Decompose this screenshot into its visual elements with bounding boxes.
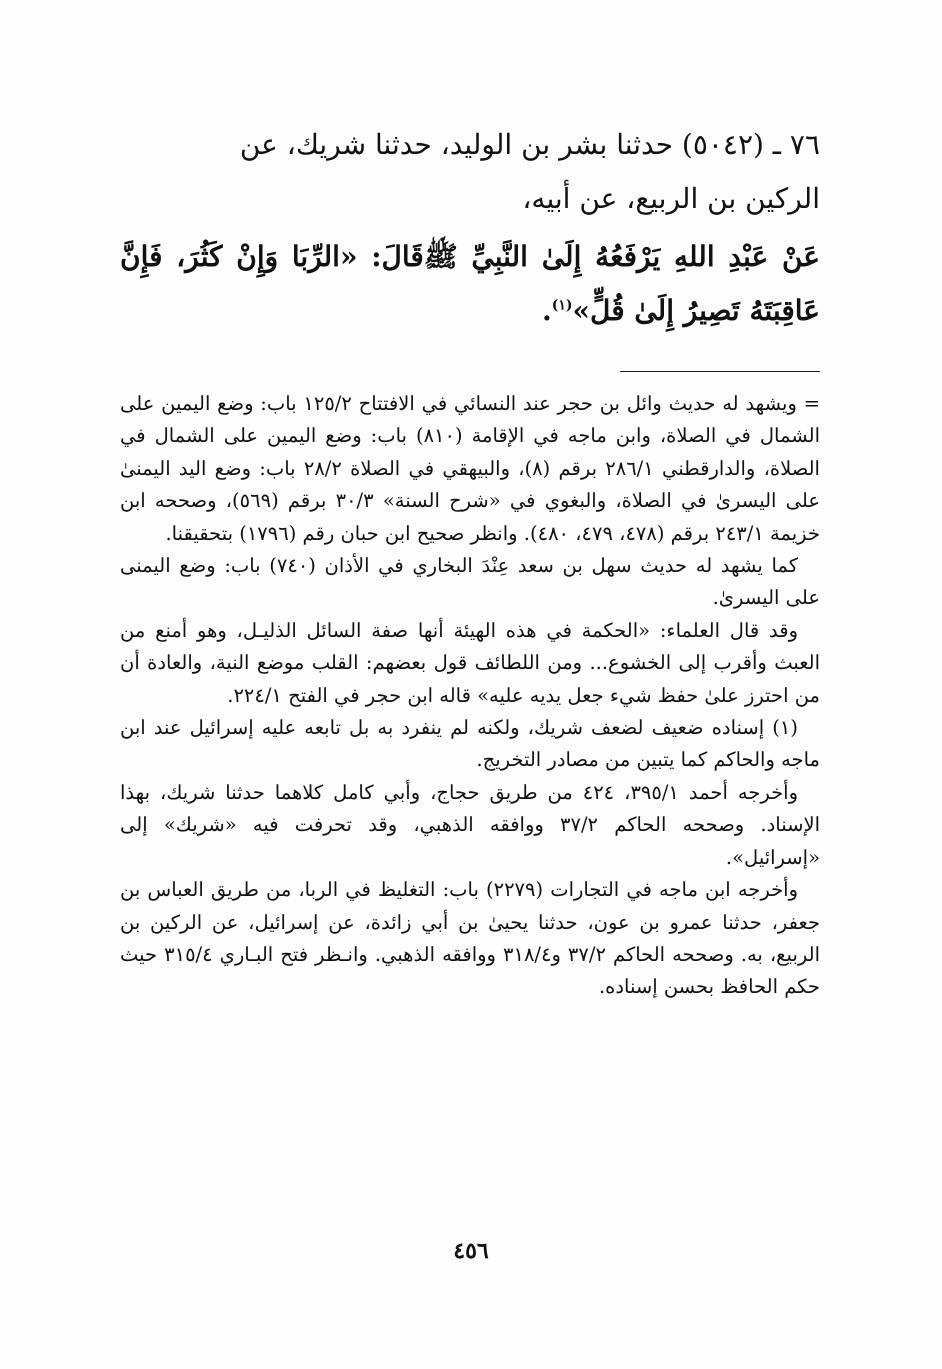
- footnote-paragraph-2: كما يشهد له حديث سهل بن سعد عِنْدَ البخاري في الأذان (٧٤٠) باب: وضع اليمنى على اليسرىٰ.: [120, 554, 820, 610]
- isnad-line-1: ٧٦ ـ (٥٠٤٢) حدثنا بشر بن الوليد، حدثنا شريك، عن: [239, 128, 820, 161]
- footnote-divider: [620, 371, 820, 372]
- footnote-ref-1[interactable]: (١): [551, 297, 573, 314]
- hadith-block: [120, 118, 820, 338]
- footnote-1-paragraph-1: (١) إسناده ضعيف لضعف شريك، ولكنه لم ينفرد به بل تابعه عليه إسرائيل عند ابن ماجه والحاكم كما يتبين من مصادر التخريج.: [120, 716, 820, 772]
- footnotes-block: [120, 388, 820, 1004]
- page-number: ٤٥٦: [453, 1238, 489, 1264]
- matn-end: .: [541, 294, 552, 327]
- hadith-matn: [120, 230, 820, 338]
- footnote-continued: = ويشهد له حديث وائل بن حجر عند النسائي في الافتتاح ١٢٥/٢ باب: وضع اليمين على الشمال في الصلاة، وابن ماجه في الإقامة (٨١٠) باب: وضع اليمين على الشمال في الصلاة، والدارقطني ٢٨٦/١ برقم (٨)، والبيهقي في الصلاة ٢٨/٢ باب: وضع اليد اليمنىٰ على اليسرىٰ في الصلاة، والبغوي في «شرح السنة» ٣٠/٣ برقم (٥٦٩)، وصححه ابن خزيمة ٢٤٣/١ برقم (٤٧٨، ٤٧٩، ٤٨٠). وانظر صحيح ابن حبان رقم (١٧٩٦) بتحقيقنا.: [120, 392, 820, 545]
- isnad-line-2: الركين بن الربيع، عن أبيه،: [522, 182, 820, 215]
- footnote-paragraph-3: وقد قال العلماء: «الحكمة في هذه الهيئة أنها صفة السائل الذليـل، وهو أمنع من العبث وأقرب إلى الخشوع... ومن اللطائف قول بعضهم: القلب موضع النية، والعادة أن من احترز علىٰ حفظ شيء جعل يديه عليه» قاله ابن حجر في الفتح ٢٢٤/١.: [120, 618, 820, 707]
- footnote-1-paragraph-3: وأخرجه ابن ماجه في التجارات (٢٢٧٩) باب: التغليظ في الربا، من طريق العباس بن جعفر، حدثنا عمرو بن عون، حدثنا يحيىٰ بن أبي زائدة، عن إسرائيل، عن الركين بن الربيع، به. وصححه الحاكم ٣٧/٢ و٣١٨/٤ ووافقه الذهبي. وانـظر فتح البـاري ٣١٥/٤ حيث حكم الحافظ بحسن إسناده.: [120, 878, 820, 999]
- footnote-1-paragraph-2: وأخرجه أحمد ٣٩٥/١، ٤٢٤ من طريق حجاج، وأبي كامل كلاهما حدثنا شريك، بهذا الإسناد. وصححه الحاكم ٣٧/٢ ووافقه الذهبي، وقد تحرفت فيه «شريك» إلى «إسرائيل».: [120, 780, 820, 869]
- matn-text: عَنْ عَبْدِ اللهِ يَرْفَعُهُ إِلَىٰ النَّبِيِّ ﷺقَالَ: «الرِّبَا وَإِنْ كَثُرَ، فَإِنَّ عَاقِبَتَهُ تَصِيرُ إِلَىٰ قُلٍّ»: [120, 240, 820, 327]
